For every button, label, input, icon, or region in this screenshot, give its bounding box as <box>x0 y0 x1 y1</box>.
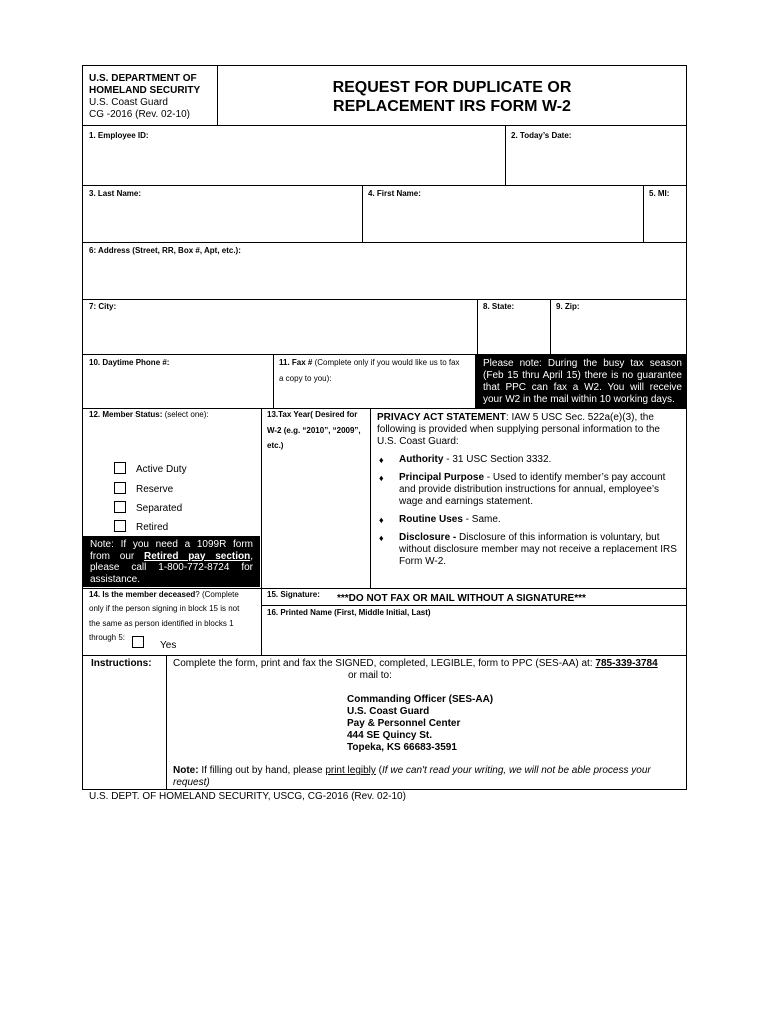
mailing-address-line: U.S. Coast Guard <box>347 706 430 717</box>
state-field[interactable] <box>478 313 549 353</box>
signature-warning: ***DO NOT FAX OR MAIL WITHOUT A SIGNATURE*** <box>337 593 586 604</box>
employee-id-label: 1. Employee ID: <box>89 131 149 140</box>
state-label: 8. State: <box>483 302 515 311</box>
dept-line2: HOMELAND SECURITY <box>89 85 201 96</box>
status-checkbox-separated[interactable] <box>114 501 126 513</box>
mailing-address-line: 444 SE Quincy St. <box>347 730 433 741</box>
status-checkbox-reserve[interactable] <box>114 482 126 494</box>
privacy-item-label: Principal Purpose <box>399 472 485 483</box>
mi-label: 5. MI: <box>649 189 670 198</box>
privacy-item-label: Authority <box>399 454 444 465</box>
status-checkbox-active-duty[interactable] <box>114 462 126 474</box>
form-number: CG -2016 (Rev. 02-10) <box>89 109 190 120</box>
bullet-icon: ♦ <box>379 515 384 525</box>
note-label: Note: <box>173 765 199 776</box>
todays-date-label: 2. Today’s Date: <box>511 131 572 140</box>
todays-date-field[interactable] <box>506 142 686 184</box>
member-status-note: (select one): <box>164 410 209 419</box>
address-field[interactable] <box>83 258 686 298</box>
employee-id-field[interactable] <box>83 142 504 184</box>
retired-pay-notice: Note: If you need a 1099R form from our Retired pay section, please call 1-800-772-8724 for assistance. <box>83 536 260 587</box>
bullet-icon: ♦ <box>379 533 384 543</box>
status-checkbox-retired[interactable] <box>114 520 126 532</box>
fax-number: 785-339-3784 <box>595 658 658 669</box>
status-option-reserve: Reserve <box>136 484 174 495</box>
status-option-retired: Retired <box>136 522 169 533</box>
form-footer: U.S. DEPT. OF HOMELAND SECURITY, USCG, CG-2016 (Rev. 02-10) <box>89 791 406 802</box>
privacy-item-label: Routine Uses <box>399 514 463 525</box>
busy-season-notice: Please note: During the busy tax season (Feb 15 thru April 15) there is no guarantee that PPC can fax a W2. You will receive your W2 in the mail within 10 working days. <box>475 355 687 408</box>
deceased-yes-label: Yes <box>160 640 177 651</box>
tax-year-label: 13.Tax Year( Desired for <box>267 410 358 419</box>
status-option-active-duty: Active Duty <box>136 464 187 475</box>
daytime-phone-label: 10. Daytime Phone #: <box>89 358 170 367</box>
zip-field[interactable] <box>551 313 686 353</box>
mailing-address-line: Commanding Officer (SES-AA) <box>347 694 494 705</box>
bullet-icon: ♦ <box>379 473 384 483</box>
deceased-yes-checkbox[interactable] <box>132 636 144 648</box>
status-option-separated: Separated <box>136 503 183 514</box>
fax-field[interactable] <box>274 386 474 407</box>
mi-field[interactable] <box>644 200 686 241</box>
fax-label: 11. Fax # <box>279 358 313 367</box>
signature-field[interactable] <box>330 589 686 604</box>
city-field[interactable] <box>83 313 476 353</box>
last-name-field[interactable] <box>83 200 361 241</box>
deceased-label: 14. Is the member deceased <box>89 590 196 599</box>
zip-label: 9. Zip: <box>556 302 580 311</box>
mailing-address-line: Pay & Personnel Center <box>347 718 461 729</box>
bullet-icon: ♦ <box>379 455 384 465</box>
first-name-field[interactable] <box>363 200 642 241</box>
fax-note: (Complete only if you would like us to fax <box>314 358 460 367</box>
printed-name-field[interactable] <box>262 620 686 654</box>
first-name-label: 4. First Name: <box>368 189 421 198</box>
tax-year-field[interactable] <box>262 455 369 587</box>
mailing-address-line: Topeka, KS 66683-3591 <box>347 742 457 753</box>
member-status-label: 12. Member Status: <box>89 410 163 419</box>
privacy-heading: PRIVACY ACT STATEMENT <box>377 412 506 423</box>
form-title-line2: REPLACEMENT IRS FORM W-2 <box>333 98 571 115</box>
form-title-line1: REQUEST FOR DUPLICATE OR <box>332 79 572 96</box>
last-name-label: 3. Last Name: <box>89 189 142 198</box>
instructions-text: Complete the form, print and fax the SIGNED, completed, LEGIBLE, form to PPC (SES-AA) at: <box>173 658 593 669</box>
fax-note-line2: a copy to you): <box>279 374 332 383</box>
dept-line1: U.S. DEPARTMENT OF <box>89 73 197 84</box>
daytime-phone-field[interactable] <box>83 370 272 407</box>
privacy-item-label: Disclosure - <box>399 532 457 543</box>
form-page: U.S. DEPARTMENT OF HOMELAND SECURITY U.S. Coast Guard CG -2016 (Rev. 02-10) REQUEST FOR DUPLICATE OR REPLACEMENT IRS FORM W-2 1. Employee ID: 2. Today’s Date: 3. Last Name: 4. First Name: 5. MI: 6: Address (Street, RR, Box #, Apt, etc.): 7: City: 8. State: 9. Zip: 10. Daytime Phone #: 11. Fax # (Complete only if you would like us to fax a copy to you): Please note: During the busy tax season (Feb 15 thru April 15) there is no guarantee that PPC can fax a W2. You will receive your W2 in the mail within 10 working days. 12. Member Status: (select one): Active Duty Reserve Separated Retired Note: If you need a 1099R form from our Retired pay section, please call 1-800-772-8724 for assistance. 13.Tax Year( Desired for W-2 (e.g. “2010”, “2009”, etc.) PRIVACY ACT STATEMENT: IAW 5 USC Sec. 522a(e)(3), the following is provided when supplying personal information to the U.S. Coast Guard: ♦ Authority - 31 USC Section 3332. ♦ Principal Purpose - Used to identify member’s pay account and provide distribution instructions for annual, employee’s wage and earnings statement. ♦ Routine Uses - Same. ♦ Disclosure - Disclosure of this information is voluntary, but without disclosure member may not receive a replacement IRS Form W-2. 14. Is the member deceased? (Complete only if the person signing in block 15 is not the same as person identified in blocks 1 through 5: Yes 15. Signature: ***DO NOT FAX OR MAIL WITHOUT A SIGNATURE*** 16. Printed Name (First, Middle Initial, Last) Instructions: Complete the form, print and fax the SIGNED, completed, LEGIBLE, form to PPC (SES-AA) at: 785-339-3784 or mail to: Commanding Officer (SES-AA) U.S. Coast Guard Pay & Personnel Center 444 SE Quincy St. Topeka, KS 66683-3591 Note: If filling out by hand, please print legibly (If we can't read your writing, we will not be able process your request) U.S. DEPT. OF HOMELAND SECURITY, USCG, CG-2016 (Rev. 02-10) <box>0 0 770 1024</box>
printed-name-label: 16. Printed Name (First, Middle Initial, Last) <box>267 608 431 617</box>
instructions-label: Instructions: <box>91 658 152 669</box>
signature-label: 15. Signature: <box>267 590 320 599</box>
city-label: 7: City: <box>89 302 117 311</box>
address-label: 6: Address (Street, RR, Box #, Apt, etc.): <box>89 246 241 255</box>
agency-name: U.S. Coast Guard <box>89 97 168 108</box>
retired-pay-link[interactable]: Retired pay section <box>143 550 251 562</box>
